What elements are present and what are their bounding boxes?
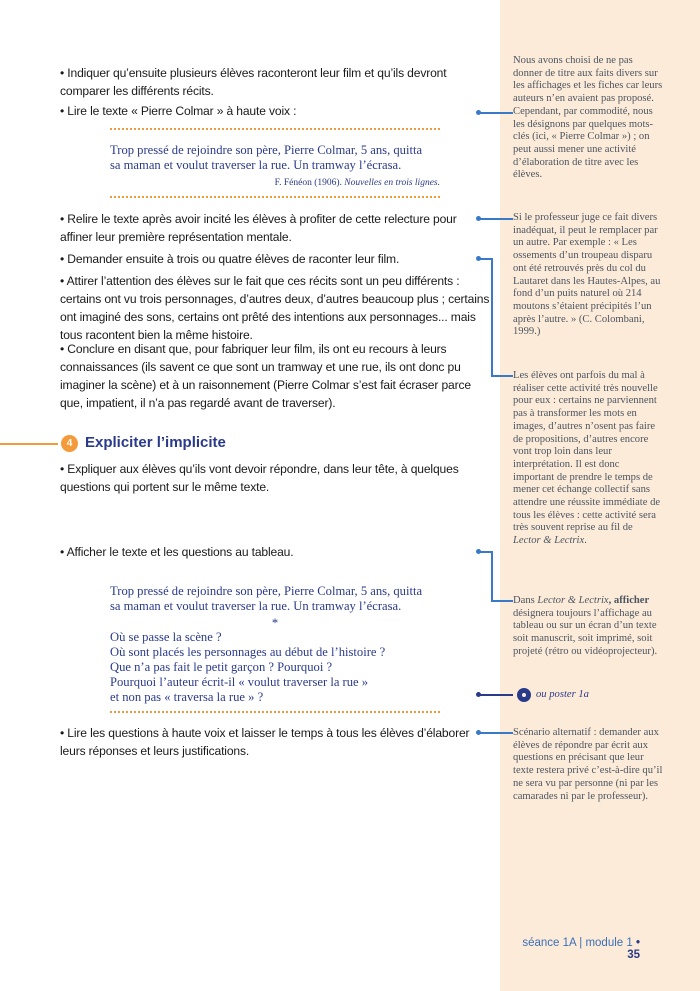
instruction-bullet: • Demander ensuite à trois ou quatre élèves de raconter leur film. xyxy=(60,252,400,266)
instruction-bullet: • Attirer l’attention des élèves sur le fait que ces récits sont un peu différents : certains ont vu trois personnages, d’autres deux, d’autres beaucoup plus ; certains ont imaginé des sons, certains ont prêté des intentions aux personnages... mais tous racontent bien la même histoire. xyxy=(60,274,490,342)
citation-title: Nouvelles en trois lignes. xyxy=(344,178,440,188)
question-line: et non pas « traversa la rue » ? xyxy=(110,690,264,704)
connector-dot xyxy=(476,692,481,697)
note-connector xyxy=(478,694,513,696)
dotted-divider xyxy=(110,128,440,130)
instruction-bullet: • Expliquer aux élèves qu’ils vont devoir répondre, dans leur tête, à quelques questions qui portent sur le même texte. xyxy=(60,462,459,494)
margin-note: Scénario alternatif : demander aux élèves de répondre par écrit aux questions en précisant que leur texte restera privé c’est-à-dire qu’il ne sera vu par personne (ni par les camarades ni par le professeur). xyxy=(513,727,663,802)
note-connector xyxy=(478,218,513,220)
margin-note xyxy=(513,370,663,548)
note-connector xyxy=(491,258,493,376)
connector-dot xyxy=(476,549,481,554)
note-emphasis: , afficher xyxy=(608,595,650,606)
question-line: Où sont placés les personnages au début de l’histoire ? xyxy=(110,645,386,659)
instruction-bullet: • Lire les questions à haute voix et laisser le temps à tous les élèves d’élaborer leurs réponses et leurs justifications. xyxy=(60,726,470,758)
instruction-bullet: • Relire le texte après avoir incité les élèves à profiter de cette relecture pour affiner leur première représentation mentale. xyxy=(60,212,457,244)
section-title: Expliciter l’implicite xyxy=(85,434,226,451)
asterisk-separator: * xyxy=(271,616,279,630)
margin-note: Si le professeur juge ce fait divers inadéquat, il peut le remplacer par un autre. Par exemple : « Les ossements d’un troupeau disparu ont été retrouvés près du col du Lautaret dans les Hautes-Alpes, au fond d’un puits naturel où 214 moutons s’étaient précipités l’un après l’autre. » (C. Colombani, 1999.) xyxy=(513,212,661,338)
connector-dot xyxy=(476,256,481,261)
disc-icon xyxy=(517,688,531,702)
footer-separator: | xyxy=(579,937,583,949)
note-connector xyxy=(491,600,513,602)
note-connector xyxy=(478,112,513,114)
note-connector xyxy=(491,375,513,377)
poster-reference: ou poster 1a xyxy=(536,689,589,700)
instruction-bullet: • Lire le texte « Pierre Colmar » à haute voix : xyxy=(60,104,297,118)
section-number-badge: 4 xyxy=(61,435,78,452)
margin-note: Nous avons choisi de ne pas donner de titre aux faits divers sur les affichages et les fiches car leurs auteurs n’en avaient pas proposé. Cependant, par commodité, nous les désignons par quelques mots-clés (ici, « Pierre Colmar ») ; on peut aussi mener une activité d’élaboration de titre avec les élèves. xyxy=(513,55,663,181)
note-text: Dans xyxy=(513,595,538,606)
note-connector xyxy=(491,551,493,601)
section-marker-line xyxy=(0,443,58,445)
footer-separator: • xyxy=(635,937,640,949)
dotted-divider xyxy=(110,711,440,713)
citation-author: F. Fénéon (1906). xyxy=(274,178,342,188)
instruction-bullet: • Afficher le texte et les questions au tableau. xyxy=(60,545,294,559)
question-line: Que n’a pas fait le petit garçon ? Pourquoi ? xyxy=(110,660,333,674)
instruction-bullet: • Conclure en disant que, pour fabriquer leur film, ils ont eu recours à leurs connaissances (ils savent ce que sont un tramway et une rue, ils ont donc pu imaginer la scène) et à un raisonnement (Pierre Colmar s’est fait écraser parce que, impatient, il n’a pas regardé avant de traverser). xyxy=(60,342,471,410)
quote-line: sa maman et voulut traverser la rue. Un tramway l’écrasa. xyxy=(110,158,402,172)
quote-line: Trop pressé de rejoindre son père, Pierre Colmar, 5 ans, quitta xyxy=(110,143,423,157)
note-emphasis: Lector & Lectrix xyxy=(513,535,585,547)
quote-line: Trop pressé de rejoindre son père, Pierre Colmar, 5 ans, quitta xyxy=(110,584,423,598)
connector-dot xyxy=(476,110,481,115)
quote-line: sa maman et voulut traverser la rue. Un tramway l’écrasa. xyxy=(110,599,402,613)
page-number: 35 xyxy=(627,949,640,961)
note-text: désignera toujours l’affichage au tableau ou sur un écran d’un texte soit manuscrit, soit imprimé, soit projeté (rétro ou vidéoprojecteur). xyxy=(513,607,658,657)
instruction-bullet: • Indiquer qu’ensuite plusieurs élèves raconteront leur film et qu’ils devront comparer les différents récits. xyxy=(60,66,447,98)
note-text: . xyxy=(584,535,587,547)
connector-dot xyxy=(476,216,481,221)
question-line: Pourquoi l’auteur écrit-il « voulut traverser la rue » xyxy=(110,675,369,689)
dotted-divider xyxy=(110,196,440,198)
connector-dot xyxy=(476,730,481,735)
note-emphasis: Lector & Lectrix xyxy=(537,595,609,606)
citation xyxy=(110,178,440,188)
question-line: Où se passe la scène ? xyxy=(110,630,222,644)
note-text: Les élèves ont parfois du mal à réaliser cette activité très nouvelle pour eux : certains ne parviennent pas à transformer les mots en images, d’autres n’osent pas faire de propositions, d’autres encore vont trop loin dans leur interprétation. Il est donc important de prendre le temps de mener cet échange collectif sans attendre une réussite immédiate de tous les élèves : cette activité sera très souvent reprise au fil de xyxy=(513,370,661,534)
page-footer xyxy=(510,937,640,961)
footer-module: module 1 xyxy=(585,937,633,949)
footer-seance: séance 1A xyxy=(522,937,577,949)
note-connector xyxy=(478,732,513,734)
margin-note xyxy=(513,595,663,659)
